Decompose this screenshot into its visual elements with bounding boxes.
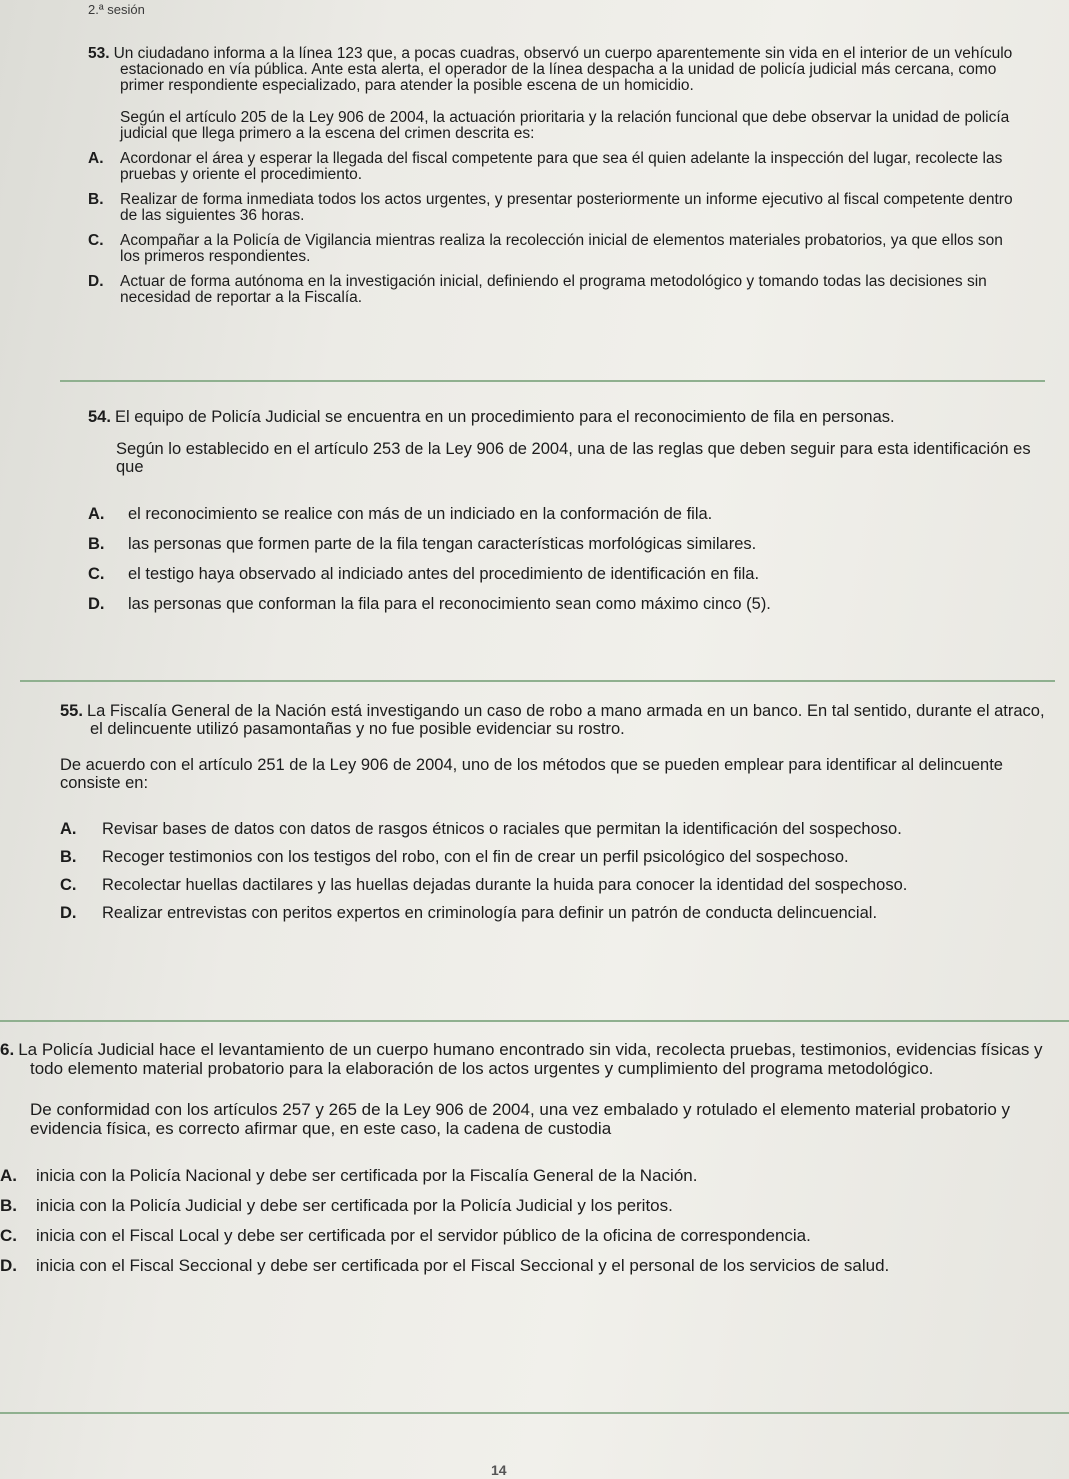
- option-text: Realizar de forma inmediata todos los actos urgentes, y presentar posteriormente un informe ejecutivo al fiscal competente dentro de las siguientes 36 horas.: [120, 191, 1013, 224]
- option-letter: D.: [60, 904, 77, 922]
- option-letter: D.: [0, 1256, 17, 1275]
- option-text: inicia con la Policía Nacional y debe ser certificada por la Fiscalía General de la Nación.: [36, 1166, 698, 1185]
- option-d[interactable]: [60, 904, 1050, 922]
- option-text: Acordonar el área y esperar la llegada del fiscal competente para que sea él quien adelante la inspección del lugar, recolecte las pruebas y oriente el procedimiento.: [120, 150, 1003, 183]
- option-text: inicia con el Fiscal Local y debe ser certificada por el servidor público de la oficina de correspondencia.: [36, 1226, 811, 1245]
- divider: [60, 380, 1045, 382]
- question-stem: [0, 1040, 1062, 1078]
- option-text: inicia con el Fiscal Seccional y debe ser certificada por el Fiscal Seccional y el personal de los servicios de salud.: [36, 1256, 890, 1275]
- question-text: El equipo de Policía Judicial se encuentra en un procedimiento para el reconocimiento de fila en personas.: [114, 408, 895, 426]
- question-number: 54.: [88, 408, 111, 426]
- page-number: 14: [491, 1462, 507, 1478]
- option-letter: B.: [60, 848, 77, 866]
- divider: [0, 1020, 1069, 1022]
- question-text: Un ciudadano informa a la línea 123 que, a pocas cuadras, observó un cuerpo aparentemente sin vida en el interior de un vehículo estacionado en vía pública. Ante esta alerta, el operador de la línea despacha a la unidad de policía judicial más cercana, como primer respondiente especializado, para atender la posible escena de un homicidio.: [113, 45, 1013, 94]
- question-stem: [88, 408, 1038, 426]
- option-b[interactable]: [60, 848, 1050, 866]
- option-b[interactable]: [88, 192, 1026, 224]
- option-text: Recolectar huellas dactilares y las huellas dejadas durante la huida para conocer la identidad del sospechoso.: [102, 876, 908, 894]
- option-c[interactable]: [88, 233, 1026, 265]
- option-letter: C.: [0, 1226, 17, 1245]
- option-c[interactable]: [60, 876, 1050, 894]
- option-text: el testigo haya observado al indiciado antes del procedimiento de identificación en fila.: [128, 565, 760, 583]
- option-d[interactable]: [88, 596, 1038, 612]
- question-54: [88, 408, 1038, 612]
- option-letter: A.: [60, 820, 77, 838]
- option-letter: C.: [88, 232, 104, 249]
- option-text: las personas que formen parte de la fila tengan características morfológicas similares.: [128, 535, 757, 553]
- question-stem: [60, 702, 1050, 738]
- option-text: Actuar de forma autónoma en la investigación inicial, definiendo el programa metodológico y tomando todas las decisiones sin necesidad de reportar a la Fiscalía.: [120, 273, 987, 306]
- option-text: el reconocimiento se realice con más de un indiciado en la conformación de fila.: [128, 505, 713, 523]
- option-d[interactable]: [88, 274, 1026, 306]
- question-text: La Policía Judicial hace el levantamiento de un cuerpo humano encontrado sin vida, recolecta pruebas, testimonios, evidencias físicas y todo elemento material probatorio para la elaboración de los actos urgentes y cumplimiento del programa metodológico.: [18, 1040, 1043, 1078]
- divider: [20, 680, 1055, 682]
- option-letter: B.: [88, 535, 105, 553]
- option-letter: A.: [88, 505, 105, 523]
- question-text: La Fiscalía General de la Nación está investigando un caso de robo a mano armada en un banco. En tal sentido, durante el atraco, el delincuente utilizó pasamontañas y no fue posible evidenciar su rostro.: [86, 702, 1045, 738]
- question-53: [88, 46, 1026, 306]
- option-a[interactable]: [88, 151, 1026, 183]
- question-55: [60, 702, 1050, 922]
- option-a[interactable]: [60, 820, 1050, 838]
- option-letter: B.: [88, 191, 104, 208]
- option-letter: A.: [0, 1166, 17, 1185]
- option-text: Recoger testimonios con los testigos del robo, con el fin de crear un perfil psicológico del sospechoso.: [102, 848, 849, 866]
- option-letter: A.: [88, 150, 104, 167]
- option-letter: D.: [88, 273, 104, 290]
- question-56: [0, 1040, 1062, 1275]
- question-prompt: De conformidad con los artículos 257 y 265 de la Ley 906 de 2004, una vez embalado y rotulado el elemento material probatorio y evidencia física, es correcto afirmar que, en este caso, la cadena de custodia: [30, 1100, 1010, 1138]
- option-letter: B.: [0, 1196, 17, 1215]
- question-prompt: De acuerdo con el artículo 251 de la Ley 906 de 2004, uno de los métodos que se pueden emplear para identificar al delincuente consiste en:: [60, 756, 1003, 792]
- question-stem: [88, 46, 1026, 94]
- question-prompt: Según el artículo 205 de la Ley 906 de 2004, la actuación prioritaria y la relación funcional que debe observar la unidad de policía judicial que llega primero a la escena del crimen descrita es:: [120, 109, 1010, 142]
- question-number: 55.: [60, 702, 83, 720]
- option-d[interactable]: [0, 1256, 1062, 1275]
- option-a[interactable]: [0, 1166, 1062, 1185]
- divider: [0, 1412, 1069, 1414]
- question-number: 53.: [88, 45, 110, 62]
- question-number: 6.: [0, 1040, 15, 1059]
- session-label: 2.ª sesión: [88, 2, 145, 17]
- option-c[interactable]: [0, 1226, 1062, 1245]
- question-prompt: Según lo establecido en el artículo 253 de la Ley 906 de 2004, una de las reglas que deben seguir para esta identificación es que: [116, 440, 1031, 476]
- option-letter: D.: [88, 595, 105, 613]
- option-b[interactable]: [88, 536, 1038, 552]
- option-c[interactable]: [88, 566, 1038, 582]
- option-text: las personas que conforman la fila para el reconocimiento sean como máximo cinco (5).: [128, 595, 771, 613]
- option-letter: C.: [88, 565, 105, 583]
- option-text: Acompañar a la Policía de Vigilancia mientras realiza la recolección inicial de elementos materiales probatorios, ya que ellos son los primeros respondientes.: [120, 232, 1003, 265]
- option-letter: C.: [60, 876, 77, 894]
- option-text: inicia con la Policía Judicial y debe ser certificada por la Policía Judicial y los peritos.: [36, 1196, 673, 1215]
- option-b[interactable]: [0, 1196, 1062, 1215]
- option-text: Revisar bases de datos con datos de rasgos étnicos o raciales que permitan la identificación del sospechoso.: [102, 820, 902, 838]
- option-a[interactable]: [88, 506, 1038, 522]
- option-text: Realizar entrevistas con peritos expertos en criminología para definir un patrón de conducta delincuencial.: [102, 904, 878, 922]
